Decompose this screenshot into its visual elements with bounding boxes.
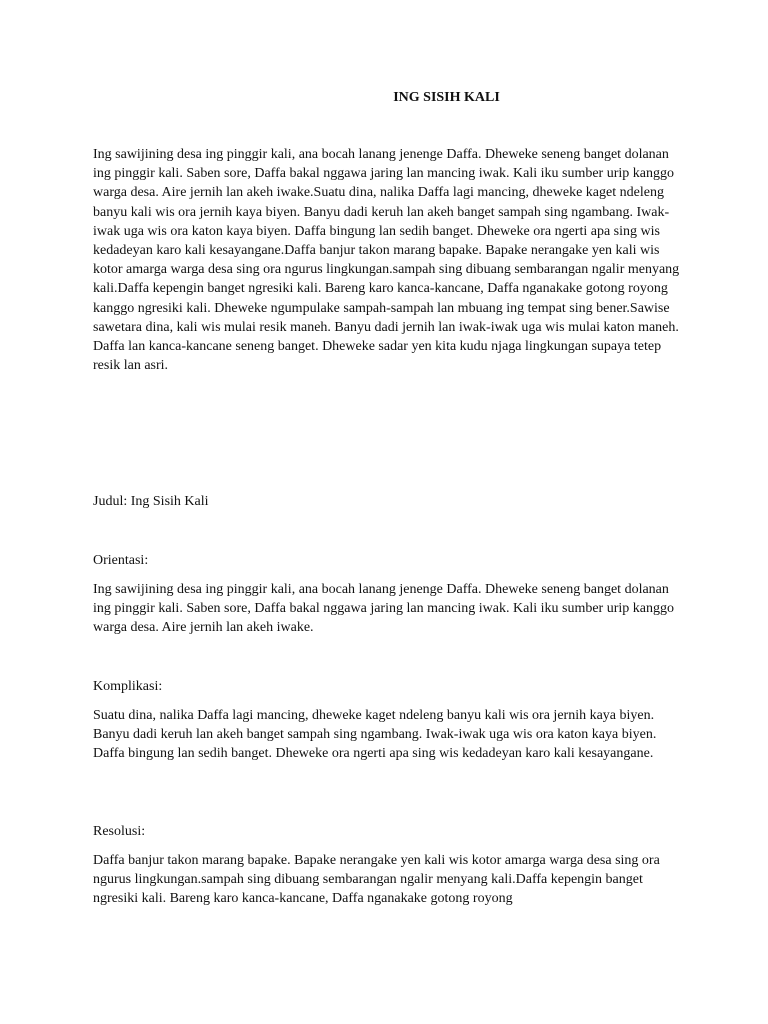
resolusi-paragraph: Daffa banjur takon marang bapake. Bapake nerangake yen kali wis kotor amarga warga desa sing ora ngurus lingkungan.sampah sing dibuang sembarangan ngalir menyang kali.Daffa kepengin banget ngresiki kali. Bareng karo kanca-kancane, Daffa nganakake gotong royong [93, 853, 660, 907]
document-title: ING SISIH KALI [393, 90, 500, 105]
resolusi-label: Resolusi: [93, 824, 146, 839]
komplikasi-paragraph: Suatu dina, nalika Daffa lagi mancing, dheweke kaget ndeleng banyu kali wis ora jernih kaya biyen. Banyu dadi keruh lan akeh banget sampah sing ngambang. Iwak-iwak uga wis ora katon kaya biyen. Daffa bingung lan sedih banget. Dheweke ora ngerti apa sing wis kedadeyan karo kali kesayangane. [93, 708, 657, 762]
orientasi-paragraph: Ing sawijining desa ing pinggir kali, ana bocah lanang jenenge Daffa. Dheweke seneng banget dolanan ing pinggir kali. Saben sore, Daffa bakal nggawa jaring lan mancing iwak. Kali iku sumber urip kanggo warga desa. Aire jernih lan akeh iwake. [93, 582, 674, 636]
judul-line: Judul: Ing Sisih Kali [93, 494, 209, 509]
orientasi-label: Orientasi: [93, 553, 149, 568]
komplikasi-label: Komplikasi: [93, 679, 163, 694]
story-paragraph: Ing sawijining desa ing pinggir kali, ana bocah lanang jenenge Daffa. Dheweke seneng banget dolanan ing pinggir kali. Saben sore, Daffa bakal nggawa jaring lan mancing iwak. Kali iku sumber urip kanggo warga desa. Aire jernih lan akeh iwake.Suatu dina, nalika Daffa lagi mancing, dheweke kaget ndeleng banyu kali wis ora jernih kaya biyen. Banyu dadi keruh lan akeh banget sampah sing ngambang. Iwak-iwak uga wis ora katon kaya biyen. Daffa bingung lan sedih banget. Dheweke ora ngerti apa sing wis kedadeyan karo kali kesayangane.Daffa banjur takon marang bapake. Bapake nerangake yen kali wis kotor amarga warga desa sing ora ngurus lingkungan.sampah sing dibuang sembarangan ngalir menyang kali.Daffa kepengin banget ngresiki kali. Bareng karo kanca-kancane, Daffa nganakake gotong royong kanggo ngresiki kali. Dheweke ngumpulake sampah-sampah lan mbuang ing tempat sing bener.Sawise sawetara dina, kali wis mulai resik maneh. Banyu dadi jernih lan iwak-iwak uga wis mulai katon maneh. Daffa lan kanca-kancane seneng banget. Dheweke sadar yen kita kudu njaga lingkungan supaya tetep resik lan asri. [93, 147, 680, 374]
